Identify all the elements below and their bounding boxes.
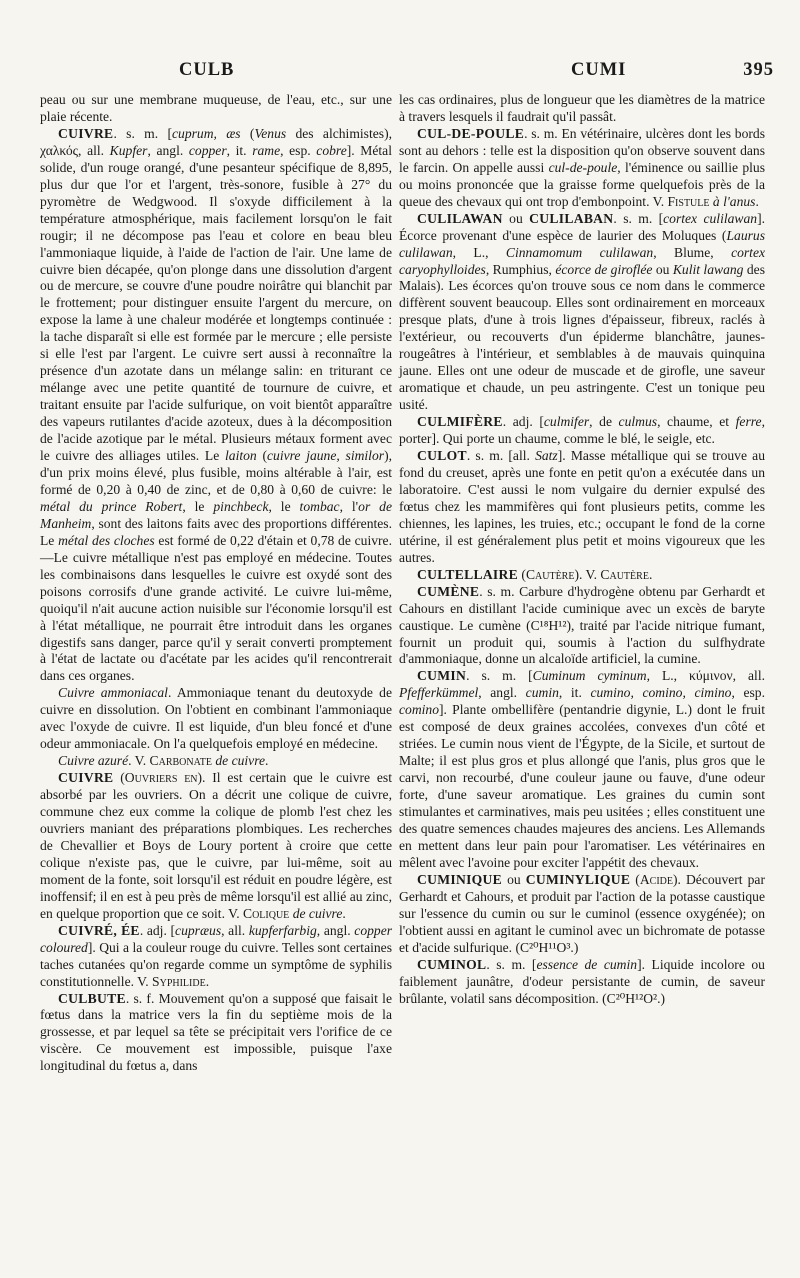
running-header xyxy=(44,60,774,86)
dictionary-entry xyxy=(399,414,765,448)
entry-text: Cuivre azuré xyxy=(58,753,129,769)
entry-text: ( xyxy=(113,770,125,786)
entry-text: ferre xyxy=(735,414,762,430)
entry-text: Syphilide xyxy=(152,973,206,989)
entry-text: Cuivre ammoniacal xyxy=(58,685,168,701)
entry-text: kupferfarbig xyxy=(248,922,317,938)
entry-text: ). V. xyxy=(574,566,601,582)
dictionary-entry xyxy=(399,448,765,567)
dictionary-entry xyxy=(399,126,765,211)
entry-text: , l'éminence ou saillie plus ou moins prononcée que la graisse forme quelquefois près de la queue des chevaux qui ont trop d'embonpoint. V. xyxy=(399,159,765,209)
entry-text: , l' xyxy=(339,498,359,514)
dictionary-entry xyxy=(40,126,392,685)
entry-text: , esp. xyxy=(280,142,317,158)
sub-entry xyxy=(40,753,392,770)
entry-text: ), d'un prix moins élevé, plus fusible, moins altérable à l'air, est formé de 0,20 à 0,40 de zinc, et de 0,80 à 0,60 de cuivre: le xyxy=(40,448,392,497)
entry-headword: CULOT xyxy=(417,448,467,464)
page-number: 395 xyxy=(743,60,774,80)
entry-text: , chaume, et xyxy=(657,414,736,430)
entry-text: ]. Qui a la couleur rouge du cuivre. Telles sont certaines taches cutanées qu'on regarde comme un symptôme de syphilis constitutionnelle. V. xyxy=(40,939,392,989)
entry-text: Cautère xyxy=(525,566,575,582)
entry-text: Venus xyxy=(254,125,287,141)
entry-text: . V. xyxy=(128,753,150,769)
entry-text: des alchimistes), χαλκός, all. xyxy=(40,125,392,158)
left-column xyxy=(40,92,392,1075)
entry-text: . adj. [ xyxy=(502,414,544,430)
entry-text: . s. f. Mouvement qu'on a supposé que faisait le fœtus dans la matrice vers la fin du septième mois de la grossesse, et par lequel sa tête se précipitait vers l'orifice de ce viscère. Ce mouvement est impossible, puisque l'axe longitudinal du fœtus a, dans xyxy=(40,990,392,1074)
entry-text: . s. m. [ xyxy=(466,668,533,684)
continued-text xyxy=(399,92,765,126)
entry-text: , it. xyxy=(226,142,253,158)
entry-headword: CUMIN xyxy=(417,668,467,684)
entry-text: culmifer xyxy=(543,414,590,430)
entry-text: cumin xyxy=(525,685,559,701)
entry-headword: CUMINYLIQUE xyxy=(525,871,631,887)
entry-headword: CUMINOL xyxy=(417,956,487,972)
entry-text: ). Il est certain que le cuivre est absorbé par les ouvriers. On a décrit une colique de cuivre, commune chez eux comme la colique de plomb l'est chez les ouvriers maniant des préparations plombiques. Les recherches de Chevallier et Boys de Loury portent à croire que cette colique n'existe pas, que le cuivre, par lui-même, soit au moment de la fonte, soit lorsqu'il est réduit en poudre légère, est inoffensif; il en est à peu près de même lorsqu'il est allié au zinc, en quelque proportion que ce soit. V. xyxy=(40,770,392,921)
entry-text: , le xyxy=(268,498,300,514)
dictionary-entry xyxy=(399,211,765,414)
entry-text: , all. xyxy=(221,922,249,938)
entry-text: essence de cumin xyxy=(536,956,638,972)
entry-text: tombac xyxy=(299,498,340,514)
entry-text: . xyxy=(205,973,210,989)
entry-text: , angl. xyxy=(147,142,189,158)
entry-headword: CULTELLAIRE xyxy=(417,566,519,582)
entry-headword: CULMIFÈRE xyxy=(417,414,503,430)
entry-text: . adj. [ xyxy=(139,922,176,938)
entry-headword: CULILAWAN xyxy=(417,210,503,226)
entry-text: ]. Métal solide, d'un rouge orangé, d'une pesanteur spécifique de 8,895, plus dur que l'or et l'argent, très-sonore, fusible à 27° du pyromètre de Wedgwood. Il s'oxyde difficilement à la température atmosphérique, mais facilement lorsqu'on le fait rougir; il ne décompose pas l'eau et colore en beau bleu l'ammoniaque liquide, à l'aide de l'action de l'air. Une lame de cuivre bien décapée, qu'on plonge dans une dissolution d'argent ou de mercure, se couvre d'une poudre noirâtre qui blanchit par le frottement; pour distinguer ensuite l'argent du mercure, on expose la lame à une chaleur modérée et longtemps continuée : la tache disparaît si elle est formée par le mercure ; elle persiste si elle l'est par l'argent. Le cuivre sert aussi à reconnaître la présence d'un azotate dans un mélange salin: en triturant ce mélange avec une petite quantité de tournure de cuivre, et traitant ensuite par l'acide sulfurique, on voit bientôt apparaître des vapeurs rutilantes d'acide azoteux, dues à la décomposition de l'acide azotique par le métal. Plusieurs métaux forment avec le cuivre des alliages utiles. Le xyxy=(40,142,392,464)
entry-text: cortex caryophylloides xyxy=(399,244,766,277)
entry-text: , porter]. Qui porte un chaume, comme le blé, le seigle, etc. xyxy=(399,414,765,447)
entry-text: ]. Écorce provenant d'une espèce de laurier des Moluques ( xyxy=(399,210,766,243)
right-column xyxy=(399,92,765,1007)
entry-text: Satz xyxy=(535,448,558,464)
header-left-word: CULB xyxy=(179,60,235,80)
entry-text: laiton xyxy=(225,448,257,464)
dictionary-entry xyxy=(399,668,765,871)
entry-headword: CUIVRE xyxy=(58,770,114,786)
entry-text: métal du prince Robert xyxy=(40,498,183,514)
entry-text: à l'anus xyxy=(712,193,756,209)
entry-text: Pfefferkümmel xyxy=(399,685,479,701)
entry-text: , de xyxy=(589,414,619,430)
entry-text: , Blume, xyxy=(653,244,732,260)
entry-text: ou xyxy=(652,261,673,277)
entry-text: , angl. xyxy=(316,922,355,938)
entry-text: Kupfer xyxy=(109,142,148,158)
entry-text: ( xyxy=(256,448,267,464)
entry-text: comino xyxy=(399,702,440,718)
entry-text: des Malais). Les écorces qu'on trouve sous ce nom dans le commerce diffèrent souvent beaucoup. Elles sont ordinairement en morceaux presque plats, d'une à trois lignes d'épaisseur, fibreux, raclés à l'extérieur, ou recouverts d'un épiderme blanchâtre, jaunes-rougeâtres à l'intérieur, et semblables à de mauvais quinquina jaune. Elles ont une odeur de muscade et de girofle, une saveur aromatique et chaude, un peu astringente. C'est un tonique peu usité. xyxy=(399,261,765,413)
entry-text: cupræus xyxy=(175,922,222,938)
entry-text: cuivre jaune, similor xyxy=(267,448,385,464)
entry-text: de cuivre xyxy=(292,905,343,921)
entry-text: . xyxy=(648,566,653,582)
entry-text: , L., xyxy=(452,244,506,260)
entry-text: ( xyxy=(240,125,255,141)
entry-text: . s. m. En vétérinaire, ulcères dont les bords sont au dehors : telle est la disposition qu'on observe souvent dans le farcin. On appelle aussi xyxy=(399,125,765,175)
entry-text: . xyxy=(755,193,759,209)
entry-headword: CULILABAN xyxy=(529,210,614,226)
entry-text: or de Manheim xyxy=(40,498,392,531)
entry-headword: CUL-DE-POULE xyxy=(417,125,525,141)
entry-text: écorce de giroflée xyxy=(555,261,653,277)
entry-text: , it. xyxy=(558,685,591,701)
entry-text: . xyxy=(265,753,269,769)
entry-text: pinchbeck xyxy=(213,498,269,514)
entry-text: ( xyxy=(518,566,526,582)
dictionary-entry xyxy=(399,872,765,957)
entry-text: de cuivre xyxy=(215,753,266,769)
entry-text: copper coloured xyxy=(40,922,393,955)
entry-text: cobre xyxy=(316,142,347,158)
entry-text: . s. m. [ xyxy=(113,125,172,141)
dictionary-entry xyxy=(399,584,765,669)
entry-text: ). Découvert par Gerhardt et Cahours, et produit par l'action de la potasse caustique sur l'essence du cumin ou sur le cuminol (essence oxygénée); on l'obtient aussi en agitant le cuminol avec un bichromate de potasse et d'acide sulfurique. (C²⁰H¹¹O³.) xyxy=(399,871,765,955)
entry-headword: CUIVRE xyxy=(58,125,114,141)
entry-text: , sont des laitons faits avec des proportions différentes. Le xyxy=(40,515,392,548)
entry-text: Laurus culilawan xyxy=(399,227,765,260)
entry-text: , angl. xyxy=(478,685,526,701)
entry-text: , L., κύμινον, all. xyxy=(646,668,766,684)
entry-text: . s. m. [ xyxy=(486,956,537,972)
entry-text: Cautère xyxy=(600,566,649,582)
entry-text: Cinnamomum culilawan xyxy=(505,244,654,260)
entry-text: est formé de 0,22 d'étain et 0,78 de cuivre.—Le cuivre métallique n'est pas employé en médecine. Toutes les combinaisons dans lesquelles le cuivre est oxydé sont des poisons corrosifs d'une grande activité. Le cuivre lui-même, quoiqu'il n'ait aucune action nuisible sur l'économie lorsqu'il est à l'état métallique, ne pourrait être introduit dans les organes digestifs sans danger, parce qu'il y serait converti promptement à l'état de lactate ou d'acétate par les acides qu'il rencontrerait dans ces organes. xyxy=(40,532,392,684)
entry-text: ]. Plante ombellifère (pentandrie digynie, L.) dont le fruit est composé de deux graines accolées, convexes d'un côté et striées. Le cumin nous vient de l'Égypte, de la Sicile, et surtout de Malte; il est plus gros et plus allongé que l'anis, plus gros que le carvi, non recourbé, d'une couleur jaune ou fauve, d'une odeur forte, d'une saveur aromatique. Les graines du cumin sont stimulantes et carminatives, mais peu usitées ; elles constituent une des quatre semences chaudes majeures des anciens. Les Allemands en mettent dans leur pain pour l'aromatiser. Les vétérinaires en mêlent avec l'avoine pour exciter l'appétit des chevaux. xyxy=(399,702,765,870)
entry-headword: CUMÈNE xyxy=(417,583,480,599)
dictionary-entry xyxy=(399,567,765,584)
entry-text: ( xyxy=(630,871,640,887)
entry-text: rame xyxy=(252,142,281,158)
entry-text: cuprum, æs xyxy=(171,125,241,141)
entry-text: ou xyxy=(502,871,526,887)
entry-text: ]. Masse métallique qui se trouve au fond du creuset, après une fonte en petit qu'on a exécutée dans un laboratoire. C'est aussi le nom vulgaire du dernier expulsé des fœtus chez les mammifères qui font plusieurs petits, comme les chiennes, les lapines, les truies, etc.; occupant le fond de la corne utérine, il est généralement plus petit et moins vigoureux que les autres. xyxy=(399,448,765,565)
entry-text: . s. m. Carbure d'hydrogène obtenu par Gerhardt et Cahours en distillant l'acide cuminique avec un excès de baryte caustique. Le cumène (C¹⁸H¹²), traité par l'acide nitrique fumant, fournit un produit qui, soumis à l'action du sulfhydrate d'ammoniaque, donne un alcaloïde artificiel, la cumine. xyxy=(399,583,765,667)
entry-text: . xyxy=(342,905,346,921)
entry-text: ou xyxy=(502,210,530,226)
entry-text: Acide xyxy=(639,871,673,887)
entry-text: Ouvriers en xyxy=(124,770,198,786)
sub-entry xyxy=(40,685,392,753)
entry-text: . Ammoniaque tenant du deutoxyde de cuivre en dissolution. On l'obtient en combinant l'ammoniaque avec l'oxyde de cuivre. Il est liquide, d'un bleu foncé et d'une odeur ammoniacale. On l'a quelquefois employé en médecine. xyxy=(40,685,392,752)
entry-text: Kulit lawang xyxy=(672,261,744,277)
entry-text: cumino, comino, cimino xyxy=(590,685,732,701)
entry-headword: CULBUTE xyxy=(58,990,126,1006)
entry-text: métal des cloches xyxy=(58,532,155,548)
header-right-word: CUMI xyxy=(571,60,627,80)
entry-text: copper xyxy=(188,142,227,158)
entry-text: Cuminum cyminum xyxy=(532,668,647,684)
dictionary-entry xyxy=(40,923,392,991)
dictionary-entry xyxy=(40,770,392,923)
entry-headword: CUIVRÉ, ÉE xyxy=(58,922,140,938)
entry-text: . s. m. [all. xyxy=(466,448,536,464)
entry-text: les cas ordinaires, plus de longueur que les diamètres de la matrice à travers lesquels il faudrait qu'il passât. xyxy=(399,92,765,124)
dictionary-entry xyxy=(40,991,392,1076)
entry-text: Colique xyxy=(243,905,290,921)
entry-text: cortex culilawan xyxy=(663,210,758,226)
dictionary-entry xyxy=(399,957,765,1008)
entry-text: ]. Liquide incolore ou faiblement jaunâtre, d'odeur persistante de cumin, de saveur brûlante, volatil sans décomposition. (C²⁰H¹²O².) xyxy=(399,956,765,1006)
entry-text: , le xyxy=(182,498,214,514)
entry-text: culmus xyxy=(618,414,658,430)
entry-text: cul-de-poule xyxy=(548,159,618,175)
entry-text: , Rumphius, xyxy=(485,261,556,277)
entry-text: Carbonate xyxy=(149,753,212,769)
entry-text: Fistule xyxy=(667,193,710,209)
entry-text: . s. m. [ xyxy=(613,210,664,226)
entry-headword: CUMINIQUE xyxy=(417,871,503,887)
entry-text: , esp. xyxy=(731,685,765,701)
entry-text: peau ou sur une membrane muqueuse, de l'eau, etc., sur une plaie récente. xyxy=(40,92,392,124)
continued-text xyxy=(40,92,392,126)
